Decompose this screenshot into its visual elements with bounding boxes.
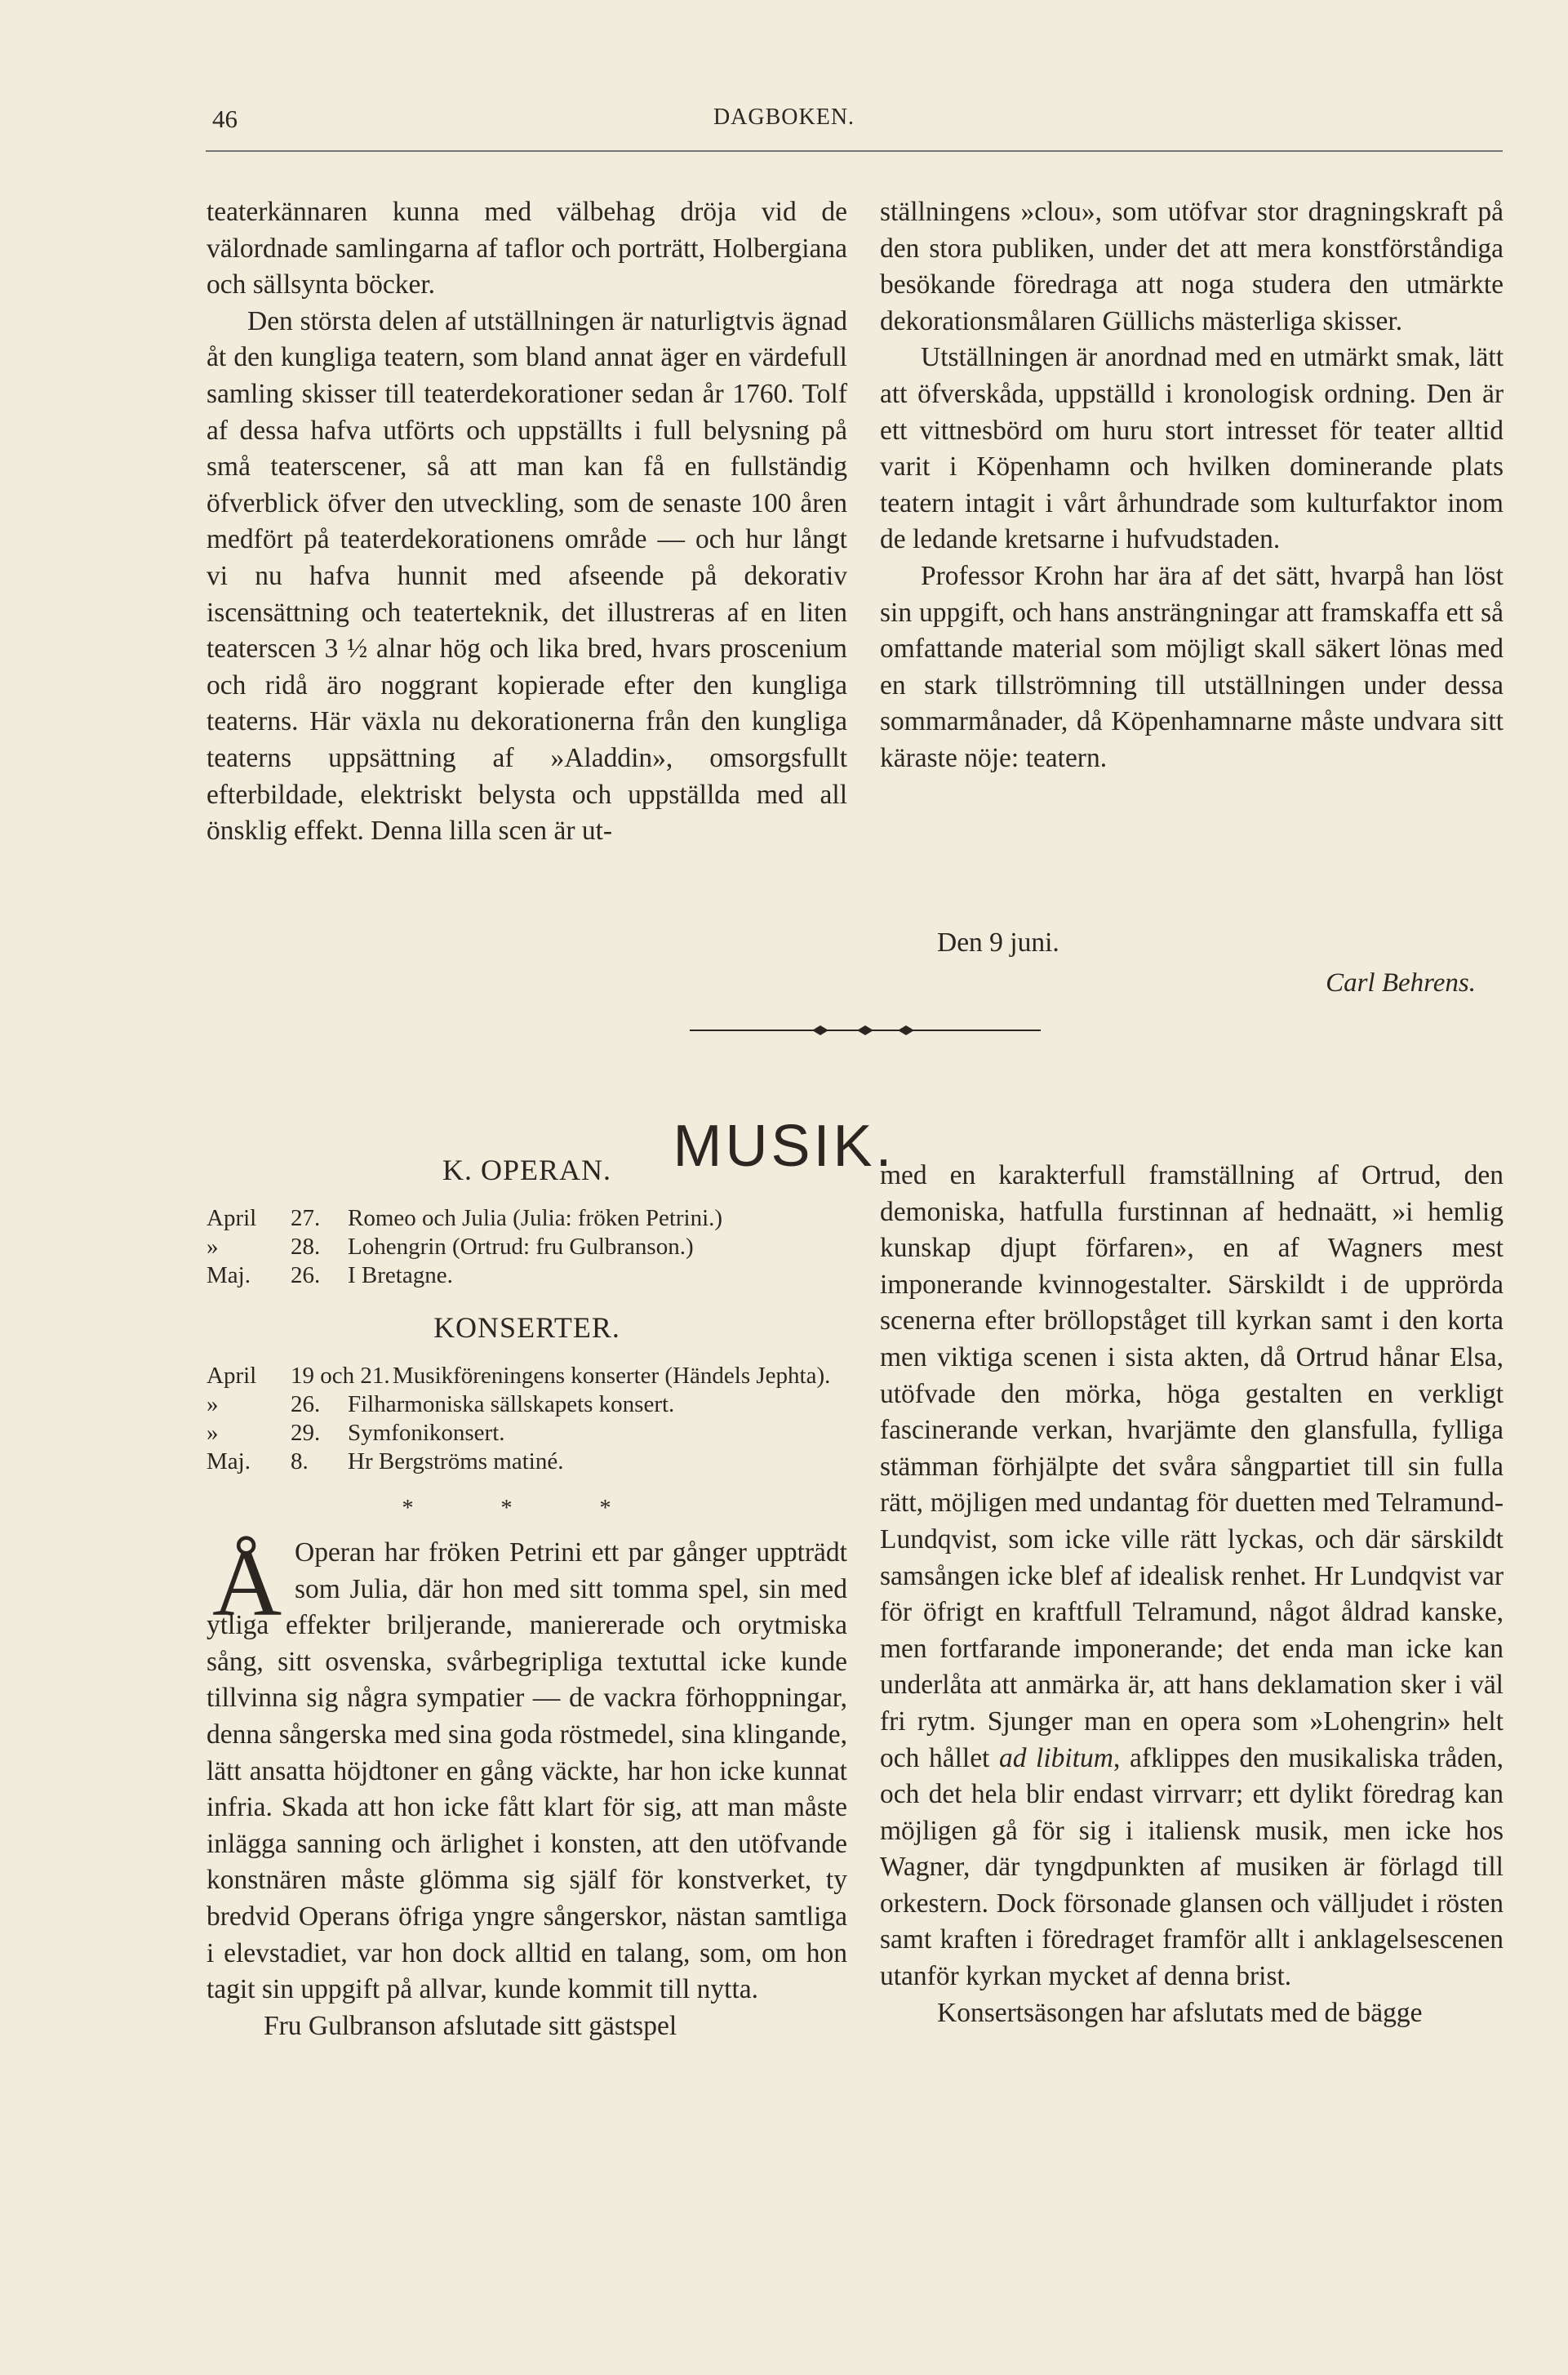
program-day: 26. xyxy=(291,1391,321,1417)
author-signature: Carl Behrens. xyxy=(1326,968,1476,998)
program-title: Hr Bergströms matiné. xyxy=(348,1448,564,1474)
asterism: * * * xyxy=(402,1496,652,1521)
section-title: MUSIK. xyxy=(673,1114,895,1180)
opera-heading: K. OPERAN. xyxy=(442,1154,611,1186)
program-day: 28. xyxy=(291,1234,321,1260)
musik-text: Operan har fröken Petrini ett par gånger uppträdt som Julia, där hon med sitt tomma spel, sin med ytliga effekter briljerande, maniererade och orytmiska sång, sitt osvenska, svårbegripliga textuttal icke kunde tillvinna sig några sympatier — de vackra förhoppningar, denna sångerska med sina goda röstmedel, sina klingande, lätt ansatta höjdtoner en gång väckte, har hon icke kunnat infria. Skada att hon icke fått klart för sig, att man måste inlägga sanning och ärlighet i konsten, att den utöfvande konstnären måste glömma sig själf för konstverket, ty bredvid Operans öfriga yngre sångerskor, nästan samtliga i elevstadiet, var hon dock alltid en talang, som, om hon tagit sin uppgift på allvar, kunde kommit till nytta. xyxy=(207,1537,847,2005)
program-row xyxy=(207,1390,860,1419)
musik-left-column xyxy=(207,1529,847,2044)
program-title: Filharmoniska sällskapets konsert. xyxy=(348,1391,675,1417)
opera-program xyxy=(207,1204,860,1290)
program-title: I Bretagne. xyxy=(348,1262,453,1288)
program-day: 26. xyxy=(291,1262,321,1288)
article-paragraph: teaterkännaren kunna med välbehag dröja vid de välordnade samlingarna af taflor och porträtt, Holbergiana och sällsynta böcker. xyxy=(207,197,847,300)
program-month: » xyxy=(207,1391,219,1417)
program-day: 19 och 21. xyxy=(291,1363,390,1389)
musik-text: , afklippes den musikaliska tråden, och det hela blir endast virrvarr; ett dylikt föredrag kan möjligen gå för sig i italiensk musik, men icke hos Wagner, där tyngdpunkten af musiken är förlagd till orkestern. Dock försonade glansen och välljudet i rösten samt kraften i föredraget framför allt i anklagelsescenen utanför kyrkan mycket af denna brist. xyxy=(880,1742,1504,1992)
musik-paragraph: Fru Gulbranson afslutade sitt gästspel xyxy=(264,2010,677,2041)
program-month: » xyxy=(207,1420,219,1446)
program-title: Lohengrin (Ortrud: fru Gulbranson.) xyxy=(348,1234,694,1260)
article-paragraph: Professor Krohn har ära af det sätt, hvarpå han löst sin uppgift, och hans ansträngningar att framskaffa ett så omfattande material som möjligt skall säkert lönas med en stark tillströmning till utställningen under dessa sommarmånader, då Köpenhamnarne måste undvara sitt käraste nöje: teatern. xyxy=(880,560,1504,773)
page-number: 46 xyxy=(212,105,238,133)
konsert-heading: KONSERTER. xyxy=(433,1311,620,1344)
program-month: Maj. xyxy=(207,1448,251,1474)
program-row xyxy=(207,1261,860,1290)
konsert-program xyxy=(207,1362,860,1476)
article-left-column xyxy=(207,194,847,850)
article-paragraph: Den största delen af utställningen är naturligtvis ägnad åt den kungliga teatern, som bland annat äger en värdefull samling skisser till teaterdekorationer sedan år 1760. Tolf af dessa hafva utförts och uppställts i full belysning på små teaterscener, så att man kan få en fullständig öfverblick öfver den utveckling, som de senaste 100 åren medfört på teaterdekorationens område — och hur långt vi nu hafva hunnit med afseende på dekorativ iscensättning och teaterteknik, det illustreras af en liten teaterscen 3 ½ alnar hög och lika bred, hvars proscenium och ridå äro noggrant kopierade efter den kungliga teaterns. Här växla nu dekorationerna från den kungliga teaterns uppsättning af »Aladdin», omsorgsfullt efterbildade, elektriskt belysta och uppställda med all önsklig effekt. Denna lilla scen är ut- xyxy=(207,305,847,847)
musik-right-column xyxy=(880,1158,1504,2031)
italic-phrase: ad libitum xyxy=(998,1742,1113,1773)
program-title: Symfonikonsert. xyxy=(348,1420,505,1446)
program-month: Maj. xyxy=(207,1262,251,1288)
program-row xyxy=(207,1448,860,1476)
program-month: April xyxy=(207,1205,257,1231)
program-row xyxy=(207,1362,860,1390)
dateline: Den 9 juni. xyxy=(937,927,1059,958)
program-day: 29. xyxy=(291,1420,321,1446)
musik-paragraph: Konsertsäsongen har afslutats med de bägge xyxy=(937,1997,1423,2028)
program-row xyxy=(207,1233,860,1261)
header-rule xyxy=(206,150,1503,152)
program-day: 27. xyxy=(291,1205,321,1231)
program-month: » xyxy=(207,1234,219,1260)
musik-paragraph xyxy=(880,1158,1504,1995)
program-title: Romeo och Julia (Julia: fröken Petrini.) xyxy=(348,1205,723,1231)
program-day: 8. xyxy=(291,1448,309,1474)
running-title: DAGBOKEN. xyxy=(713,105,855,130)
program-row xyxy=(207,1419,860,1448)
musik-paragraph xyxy=(207,1529,847,2008)
program-title: Musikföreningens konserter (Händels Jephta). xyxy=(393,1363,831,1389)
article-paragraph: ställningens »clou», som utöfvar stor dragningskraft på den stora publiken, under det att mera konstförståndiga besökande föredraga att noga studera den utmärkte dekorationsmålaren Güllichs mästerliga skisser. xyxy=(880,197,1504,336)
musik-text: med en karakterfull framställning af Ortrud, den demoniska, hatfulla furstinnan af hednaätt, »i hemlig kunskap djupt förfaren», en af Wagners mest imponerande kvinnogestalter. Särskildt i de upprörda scenerna efter bröllopståget till kyrkan samt i den korta men viktiga scenen i sista akten, då Ortrud hånar Elsa, utöfvade den mörka, höga gestalten en verkligt fascinerande verkan, hvarjämte den glansfulla, fylliga stämman förhjälpte det svåra sångpartiet till sin fulla rätt, möjligen med undantag för duetten med Telramund-Lundqvist, som icke ville rätt lyckas, och där särskildt samsången icke blef af idealisk renhet. Hr Lundqvist var för öfrigt en kraftfull Telramund, något åldrad kanske, men fortfarande imponerande; det enda man icke kan underlåta att anmärka är, att hans deklamation sker i väl fri rytm. Sjunger man en opera som »Lohengrin» helt och hållet xyxy=(880,1160,1504,1773)
article-paragraph: Utställningen är anordnad med en utmärkt smak, lätt att öfverskåda, uppställd i kronologisk ordning. Den är ett vittnesbörd om huru stort intresset för teater alltid varit i Köpenhamn och hvilken dominerande plats teatern intagit i vårt århundrade som kulturfaktor inom de ledande kretsarne i hufvudstaden. xyxy=(880,342,1504,555)
drop-cap: Å xyxy=(212,1529,282,1636)
program-row xyxy=(207,1204,860,1233)
ornament-divider-icon xyxy=(690,1018,1041,1043)
article-right-column xyxy=(880,194,1504,777)
program-month: April xyxy=(207,1363,257,1389)
